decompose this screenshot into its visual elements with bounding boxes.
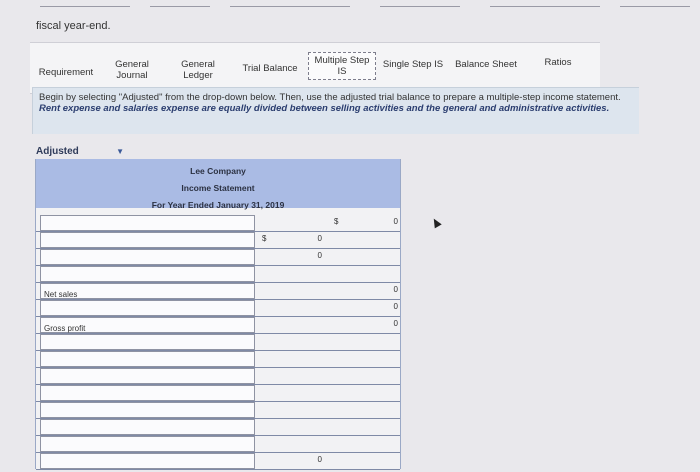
statement-row	[36, 316, 400, 334]
amount-input[interactable]	[258, 351, 324, 365]
total-input[interactable]	[330, 453, 400, 467]
account-label-input[interactable]	[40, 351, 255, 367]
account-label	[41, 358, 44, 367]
total-input[interactable]	[330, 283, 400, 297]
account-label-input[interactable]	[40, 283, 255, 299]
account-label	[41, 426, 44, 435]
total-input[interactable]	[330, 317, 400, 331]
statement-row	[36, 265, 400, 283]
total-input[interactable]	[330, 402, 400, 416]
total-input[interactable]	[330, 249, 400, 263]
amount-input[interactable]	[258, 266, 324, 280]
amount-input[interactable]	[258, 436, 324, 450]
amount-input[interactable]	[258, 215, 324, 229]
account-label: Gross profit	[44, 324, 86, 333]
tab-ratios[interactable]: Ratios	[544, 57, 572, 68]
statement-row	[36, 452, 400, 470]
mouse-cursor-icon	[430, 217, 441, 229]
total-value: 0	[393, 302, 398, 311]
account-label: Net sales	[44, 290, 78, 299]
account-label	[41, 222, 44, 231]
account-label	[41, 409, 44, 418]
statement-row	[36, 231, 400, 249]
total-input[interactable]	[330, 300, 400, 314]
amount-input[interactable]	[258, 283, 324, 297]
amount-input[interactable]	[258, 249, 324, 263]
account-label	[41, 443, 44, 452]
amount-input[interactable]	[258, 385, 324, 399]
total-value: 0	[393, 217, 398, 226]
statement-row	[36, 299, 400, 317]
account-label-input[interactable]	[40, 436, 255, 452]
statement-row	[36, 418, 400, 436]
statement-row	[36, 282, 400, 300]
account-label-input[interactable]	[40, 368, 255, 384]
company-name: Lee Company	[190, 166, 246, 176]
instruction-emphasis: Rent expense and salaries expense are equally divided between selling activities and the general and administrative activities.	[39, 103, 610, 114]
account-label	[41, 460, 44, 469]
tab-requirement[interactable]: Requirement	[38, 67, 94, 78]
amount-value: 0	[317, 234, 322, 243]
statement-row	[36, 333, 400, 351]
income-statement	[35, 159, 401, 469]
statement-row	[36, 248, 400, 266]
tab-general-ledger[interactable]: General Ledger	[181, 59, 215, 81]
account-label-input[interactable]	[40, 249, 255, 265]
fiscal-year-text: fiscal year-end.	[36, 20, 111, 32]
statement-row	[36, 435, 400, 453]
statement-title: Income Statement	[181, 183, 255, 193]
account-label-input[interactable]	[40, 419, 255, 435]
amount-input[interactable]	[258, 317, 324, 331]
total-input[interactable]	[330, 215, 400, 229]
account-label-input[interactable]	[40, 402, 255, 418]
account-label-input[interactable]	[40, 385, 255, 401]
amount-input[interactable]	[258, 419, 324, 433]
amount-value: 0	[317, 455, 322, 464]
statement-row	[36, 401, 400, 419]
tab-single-step-is[interactable]: Single Step IS	[382, 59, 444, 70]
total-input[interactable]	[330, 368, 400, 382]
account-label	[41, 392, 44, 401]
total-value: 0	[393, 285, 398, 294]
statement-period: For Year Ended January 31, 2019	[151, 200, 285, 210]
scanned-line-artifact	[0, 0, 700, 14]
total-input[interactable]	[330, 351, 400, 365]
account-label-input[interactable]	[40, 266, 255, 282]
dollar-sign: $	[334, 217, 339, 226]
amount-input[interactable]	[258, 334, 324, 348]
dollar-sign: $	[262, 234, 267, 243]
account-label-input[interactable]	[40, 215, 255, 231]
statement-row	[36, 350, 400, 368]
tab-trial-balance[interactable]: Trial Balance	[242, 63, 298, 74]
amount-input[interactable]	[258, 453, 324, 467]
amount-input[interactable]	[258, 368, 324, 382]
dropdown-value: Adjusted	[36, 146, 79, 157]
account-label-input[interactable]	[40, 300, 255, 316]
total-input[interactable]	[330, 334, 400, 348]
trial-balance-dropdown[interactable]	[36, 146, 126, 160]
account-label-input[interactable]	[40, 317, 255, 333]
account-label-input[interactable]	[40, 232, 255, 248]
account-label	[41, 307, 44, 316]
account-label	[41, 239, 44, 248]
tab-multiple-step-is[interactable]: Multiple Step IS	[308, 52, 376, 80]
instructions-box	[32, 87, 639, 134]
amount-value: 0	[317, 251, 322, 260]
tab-general-journal[interactable]: General Journal	[115, 59, 149, 81]
total-value: 0	[393, 319, 398, 328]
total-input[interactable]	[330, 232, 400, 246]
chevron-down-icon: ▼	[116, 147, 124, 156]
account-label-input[interactable]	[40, 453, 255, 469]
account-label	[41, 341, 44, 350]
statement-row	[36, 384, 400, 402]
total-input[interactable]	[330, 419, 400, 433]
total-input[interactable]	[330, 266, 400, 280]
account-label	[41, 256, 44, 265]
amount-input[interactable]	[258, 232, 324, 246]
account-label	[41, 375, 44, 384]
amount-input[interactable]	[258, 300, 324, 314]
total-input[interactable]	[330, 436, 400, 450]
account-label-input[interactable]	[40, 334, 255, 350]
statement-header	[36, 159, 400, 208]
statement-row	[36, 367, 400, 385]
tab-balance-sheet[interactable]: Balance Sheet	[455, 59, 517, 70]
statement-row	[36, 214, 400, 232]
amount-input[interactable]	[258, 402, 324, 416]
account-label	[41, 273, 44, 282]
total-input[interactable]	[330, 385, 400, 399]
instruction-text: Begin by selecting "Adjusted" from the drop-down below. Then, use the adjusted trial balance to prepare a multiple-step income statement.	[39, 92, 621, 103]
